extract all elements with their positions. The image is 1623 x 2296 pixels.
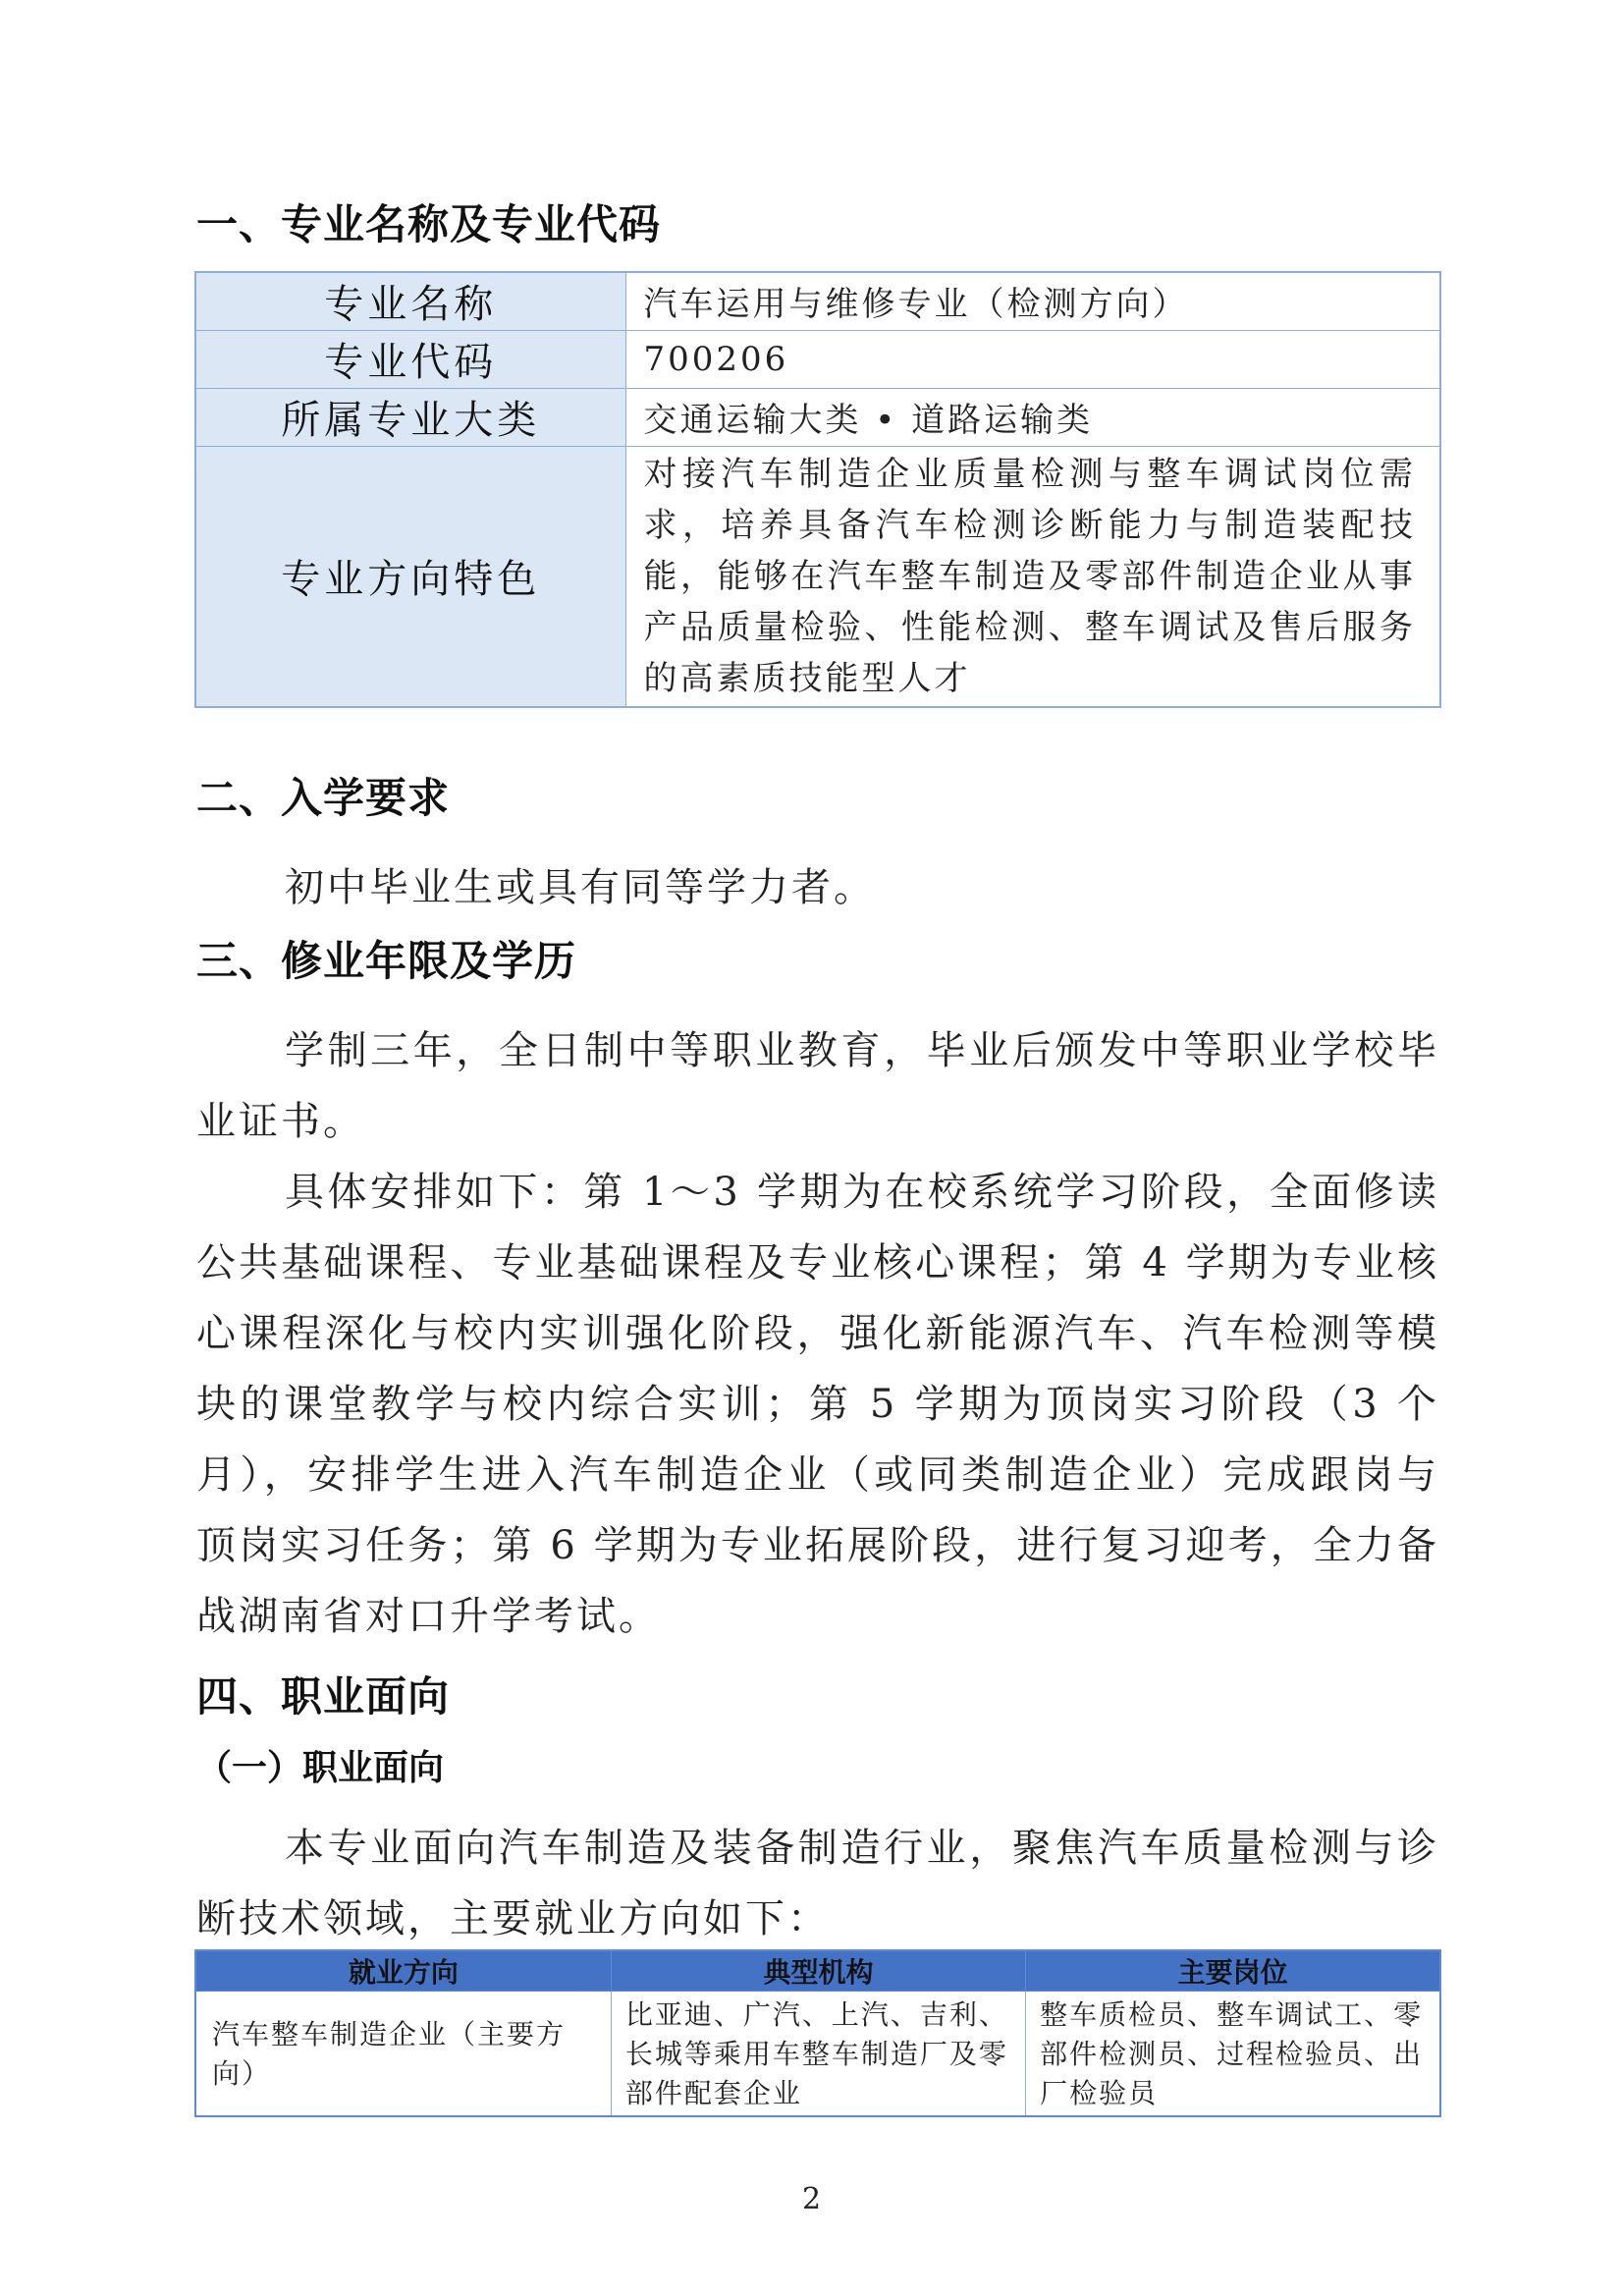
section-title-admission: 二、入学要求 bbox=[196, 774, 451, 822]
career-intro: 本专业面向汽车制造及装备制造行业，聚焦汽车质量检测与诊断技术领域，主要就业方向如下： bbox=[196, 1826, 1439, 1941]
table-row bbox=[195, 388, 1440, 446]
major-name-value: 汽车运用与维修专业（检测方向） bbox=[625, 272, 1440, 330]
subsection-title-career: （一）职业面向 bbox=[196, 1748, 445, 1788]
section-title-career: 四、职业面向 bbox=[196, 1672, 451, 1721]
major-code-label: 专业代码 bbox=[195, 330, 625, 388]
cell-position: 整车质检员、整车调试工、零部件检测员、过程检验员、出厂检验员 bbox=[1026, 1992, 1440, 2117]
cell-direction: 汽车整车制造企业（主要方向） bbox=[195, 1992, 611, 2117]
duration-paragraph-2: 具体安排如下：第 1～3 学期为在校系统学习阶段，全面修读公共基础课程、专业基础课程及专业核心课程；第 4 学期为专业核心课程深化与校内实训强化阶段，强化新能源汽车、汽车检测等模块的课堂教学与校内综合实训；第 5 学期为顶岗实习阶段（3 个月），安排学生进入汽车制造企业（或同类制造企业）完成跟岗与顶岗实习任务；第 6 学期为专业拓展阶段，进行复习迎考，全力备战湖南省对口升学考试。 bbox=[196, 1170, 1439, 1639]
major-info-table bbox=[194, 271, 1441, 708]
major-category-value: 交通运输大类 • 道路运输类 bbox=[625, 388, 1440, 446]
major-feature-value: 对接汽车制造企业质量检测与整车调试岗位需求，培养具备汽车检测诊断能力与制造装配技能，能够在汽车整车制造及零部件制造企业从事产品质量检验、性能检测、整车调试及售后服务的高素质技能型人才 bbox=[625, 446, 1440, 707]
table-header-row bbox=[195, 1950, 1440, 1992]
major-feature-label: 专业方向特色 bbox=[195, 446, 625, 707]
duration-paragraph-1: 学制三年，全日制中等职业教育，毕业后颁发中等职业学校毕业证书。 bbox=[196, 1028, 1439, 1144]
header-direction: 就业方向 bbox=[195, 1950, 611, 1992]
admission-text: 初中毕业生或具有同等学力者。 bbox=[285, 865, 876, 910]
cell-institution: 比亚迪、广汽、上汽、吉利、长城等乘用车整车制造厂及零部件配套企业 bbox=[611, 1992, 1025, 2117]
header-position: 主要岗位 bbox=[1026, 1950, 1440, 1992]
major-code-value: 700206 bbox=[625, 330, 1440, 388]
header-institution: 典型机构 bbox=[611, 1950, 1025, 1992]
career-table bbox=[194, 1949, 1441, 2117]
page-number: 2 bbox=[801, 2182, 822, 2216]
major-name-label: 专业名称 bbox=[195, 272, 625, 330]
section-title-major: 一、专业名称及专业代码 bbox=[196, 200, 662, 248]
major-category-label: 所属专业大类 bbox=[195, 388, 625, 446]
table-row bbox=[195, 446, 1440, 707]
table-row bbox=[195, 272, 1440, 330]
table-row bbox=[195, 1992, 1440, 2117]
table-row bbox=[195, 330, 1440, 388]
section-title-duration: 三、修业年限及学历 bbox=[196, 937, 577, 985]
